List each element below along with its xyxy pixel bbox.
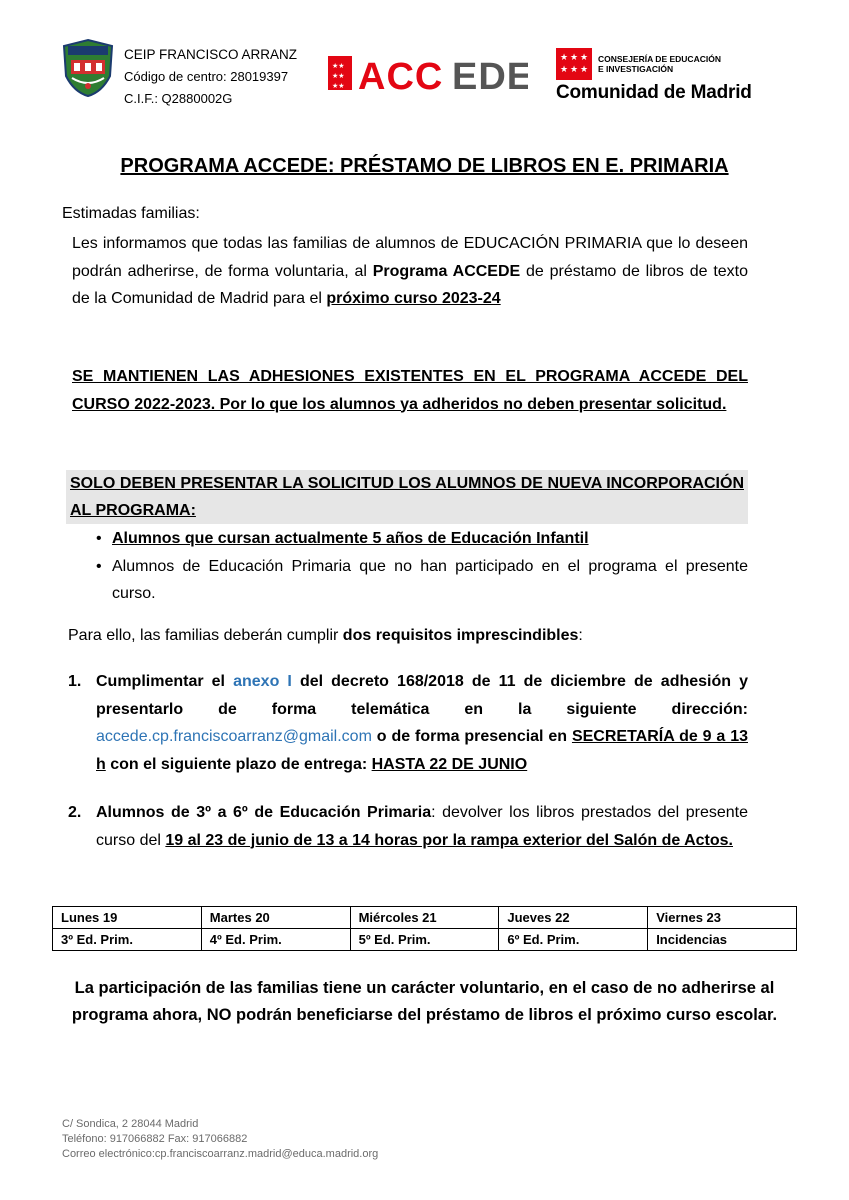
list-item: • Alumnos de Educación Primaria que no han participado en el programa el presente curso. [96, 553, 748, 608]
requirement-1: 1. Cumplimentar el anexo I del decreto 168/2018 de 11 de diciembre de adhesión y presentarlo de forma telemática en la siguiente dirección: accede.cp.franciscoarranz@gmail.com o de forma presencial en SECRETARÍA de 9 a 13 h con el siguiente plazo de entrega: HASTA 22 DE JUNIO [68, 673, 749, 773]
applicant-list [96, 525, 748, 608]
email-link[interactable]: accede.cp.franciscoarranz@gmail.com [96, 728, 372, 745]
return-schedule-table [52, 906, 797, 951]
school-name: CEIP FRANCISCO ARRANZ [124, 47, 298, 62]
new-applicants-notice: SOLO DEBEN PRESENTAR LA SOLICITUD LOS ALUMNOS DE NUEVA INCORPORACIÓN AL PROGRAMA: [66, 470, 748, 524]
list-item: • Alumnos que cursan actualmente 5 años de Educación Infantil [96, 525, 748, 553]
table-cell: 5º Ed. Prim. [350, 929, 499, 951]
svg-text:ACC: ACC [358, 56, 444, 96]
footer-email: Correo electrónico:cp.franciscoarranz.madrid@educa.madrid.org [62, 1148, 379, 1160]
school-logo [62, 38, 114, 98]
intro-paragraph: Les informamos que todas las familias de alumnos de EDUCACIÓN PRIMARIA que lo deseen podrán adherirse, de forma voluntaria, al Programa ACCEDE de préstamo de libros de texto de la Comunidad de Madrid para el próximo curso 2023-24 [72, 235, 749, 307]
requirements-intro: Para ello, las familias deberán cumplir dos requisitos imprescindibles: [68, 627, 583, 644]
table-cell: Jueves 22 [499, 907, 648, 929]
svg-text:★★: ★★ [332, 72, 345, 80]
adhesions-notice: SE MANTIENEN LAS ADHESIONES EXISTENTES EN EL PROGRAMA ACCEDE DEL CURSO 2022-2023. Por lo que los alumnos ya adheridos no deben presentar solicitud. [72, 368, 748, 413]
anexo-link[interactable]: anexo I [233, 673, 292, 690]
bullet-icon: • [96, 557, 102, 575]
cam-name: Comunidad de Madrid [556, 82, 752, 103]
cif: C.I.F.: Q2880002G [124, 91, 233, 106]
comunidad-madrid-logo [556, 48, 786, 110]
table-row [53, 907, 797, 929]
table-cell: Viernes 23 [648, 907, 797, 929]
table-cell: 6º Ed. Prim. [499, 929, 648, 951]
footer-address: C/ Sondica, 2 28044 Madrid [62, 1118, 199, 1130]
table-cell: Martes 20 [201, 907, 350, 929]
center-code: Código de centro: 28019397 [124, 69, 289, 84]
table-cell: Lunes 19 [53, 907, 202, 929]
svg-text:EDE: EDE [452, 56, 528, 96]
svg-text:★★: ★★ [332, 82, 345, 90]
document-title: PROGRAMA ACCEDE: PRÉSTAMO DE LIBROS EN E. PRIMARIA [120, 155, 729, 177]
madrid-flag-icon: ★ ★ ★ ★ ★ ★ [556, 48, 592, 80]
footer [62, 1117, 378, 1162]
table-cell: Miércoles 21 [350, 907, 499, 929]
table-cell: 3º Ed. Prim. [53, 929, 202, 951]
table-row [53, 929, 797, 951]
svg-text:★★: ★★ [332, 62, 345, 70]
accede-logo [328, 52, 528, 96]
footer-phone: Teléfono: 917066882 Fax: 917066882 [62, 1133, 248, 1145]
table-cell: Incidencias [648, 929, 797, 951]
closing-statement: La participación de las familias tiene un carácter voluntario, en el caso de no adherirse al programa ahora, NO podrán beneficiarse del préstamo de libros el próximo curso escolar. [71, 979, 778, 1024]
bullet-icon: • [96, 530, 102, 547]
table-cell: 4º Ed. Prim. [201, 929, 350, 951]
requirement-2: 2. Alumnos de 3º a 6º de Educación Primaria: devolver los libros prestados del presente curso del 19 al 23 de junio de 13 a 14 horas por la rampa exterior del Salón de Actos. [68, 804, 748, 849]
greeting: Estimadas familias: [62, 205, 200, 222]
school-info [124, 44, 297, 110]
cam-department: CONSEJERÍA DE EDUCACIÓN E INVESTIGACIÓN [598, 54, 721, 74]
